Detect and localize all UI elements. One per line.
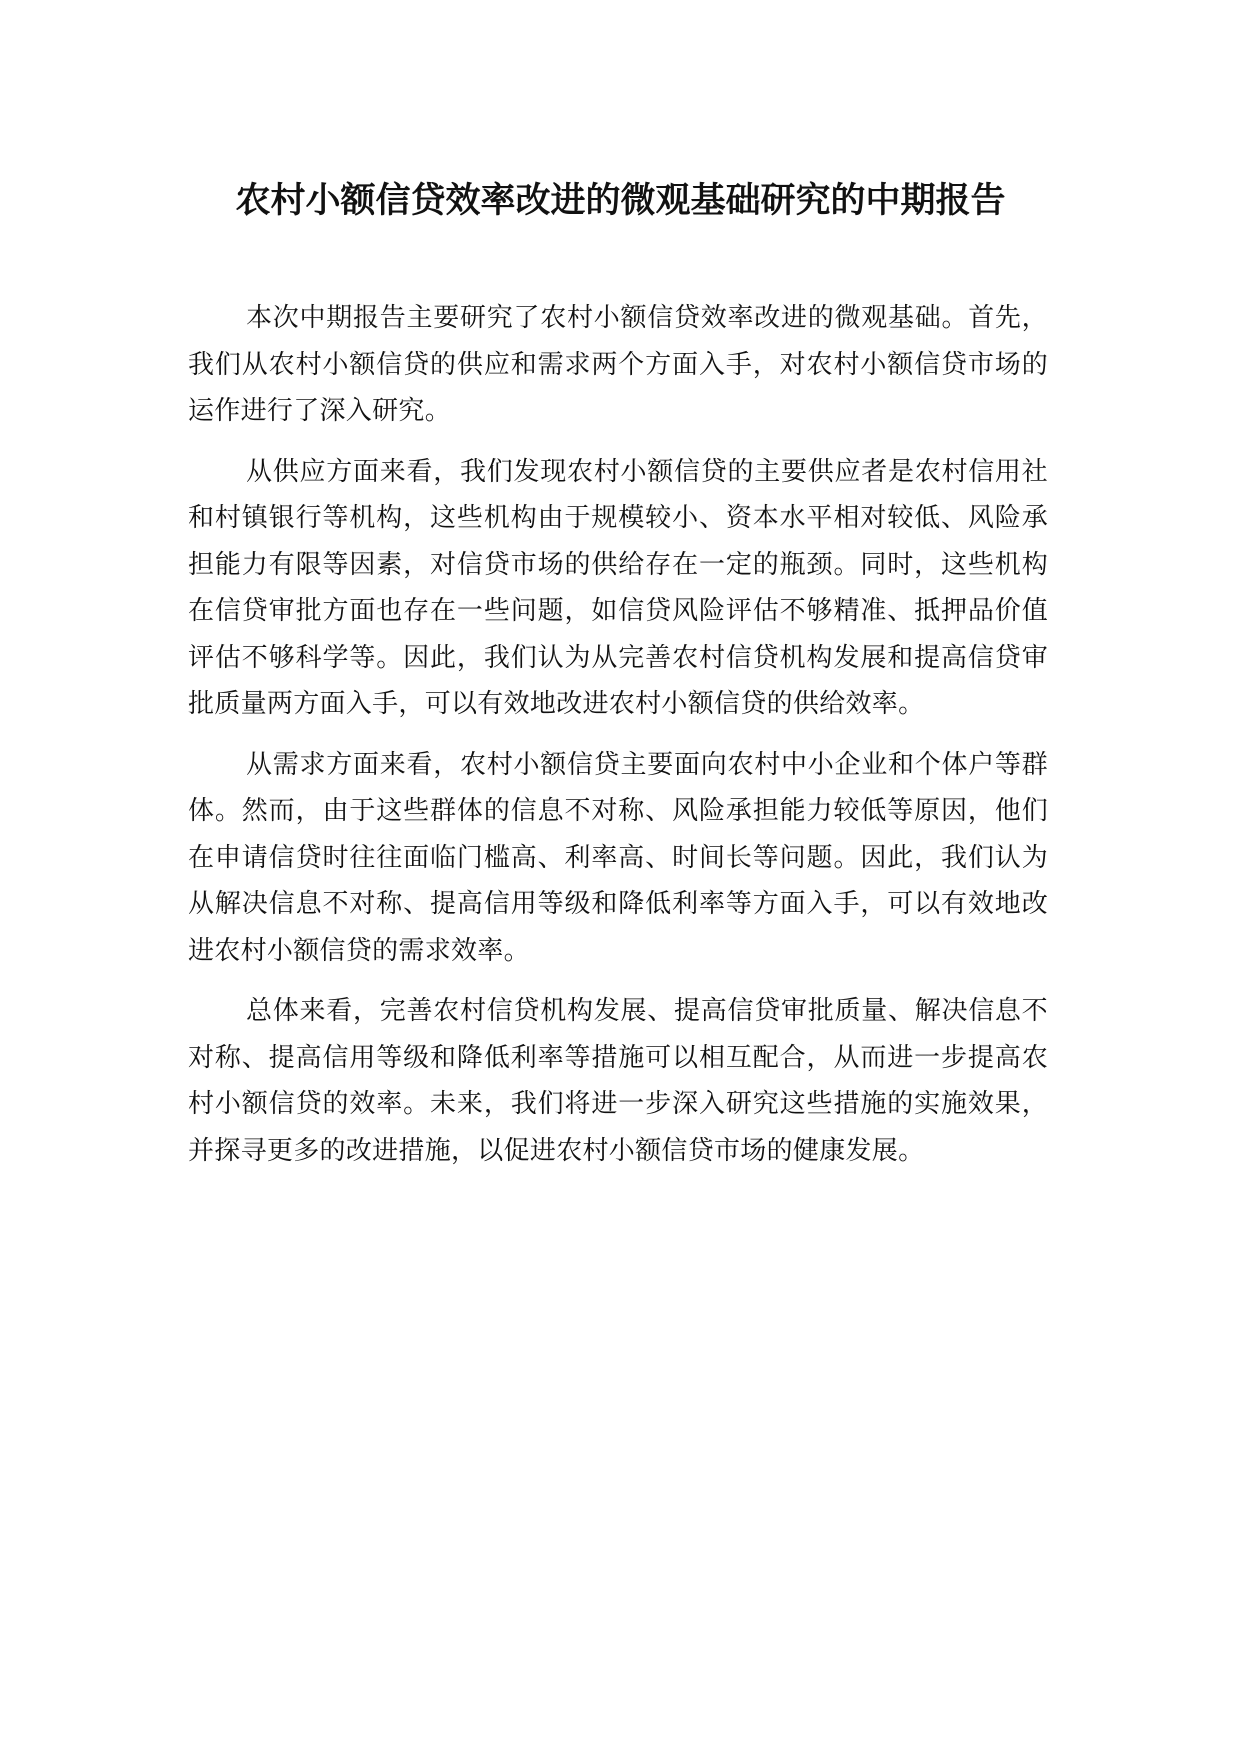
- paragraph-summary: 总体来看，完善农村信贷机构发展、提高信贷审批质量、解决信息不对称、提高信用等级和降低利率等措施可以相互配合，从而进一步提高农村小额信贷的效率。未来，我们将进一步深入研究这些措施的实施效果，并探寻更多的改进措施，以促进农村小额信贷市场的健康发展。: [188, 996, 1048, 1166]
- paragraph-demand: 从需求方面来看，农村小额信贷主要面向农村中小企业和个体户等群体。然而，由于这些群体的信息不对称、风险承担能力较低等原因，他们在申请信贷时往往面临门槛高、利率高、时间长等问题。因此，我们认为从解决信息不对称、提高信用等级和降低利率等方面入手，可以有效地改进农村小额信贷的需求效率。: [188, 749, 1048, 966]
- paragraph-intro: 本次中期报告主要研究了农村小额信贷效率改进的微观基础。首先，我们从农村小额信贷的供应和需求两个方面入手，对农村小额信贷市场的运作进行了深入研究。: [188, 303, 1048, 426]
- document-title: 农村小额信贷效率改进的微观基础研究的中期报告: [235, 181, 1006, 221]
- paragraph-supply: 从供应方面来看，我们发现农村小额信贷的主要供应者是农村信用社和村镇银行等机构，这些机构由于规模较小、资本水平相对较低、风险承担能力有限等因素，对信贷市场的供给存在一定的瓶颈。同时，这些机构在信贷审批方面也存在一些问题，如信贷风险评估不够精准、抵押品价值评估不够科学等。因此，我们认为从完善农村信贷机构发展和提高信贷审批质量两方面入手，可以有效地改进农村小额信贷的供给效率。: [188, 456, 1048, 719]
- document-body: [188, 295, 1048, 1188]
